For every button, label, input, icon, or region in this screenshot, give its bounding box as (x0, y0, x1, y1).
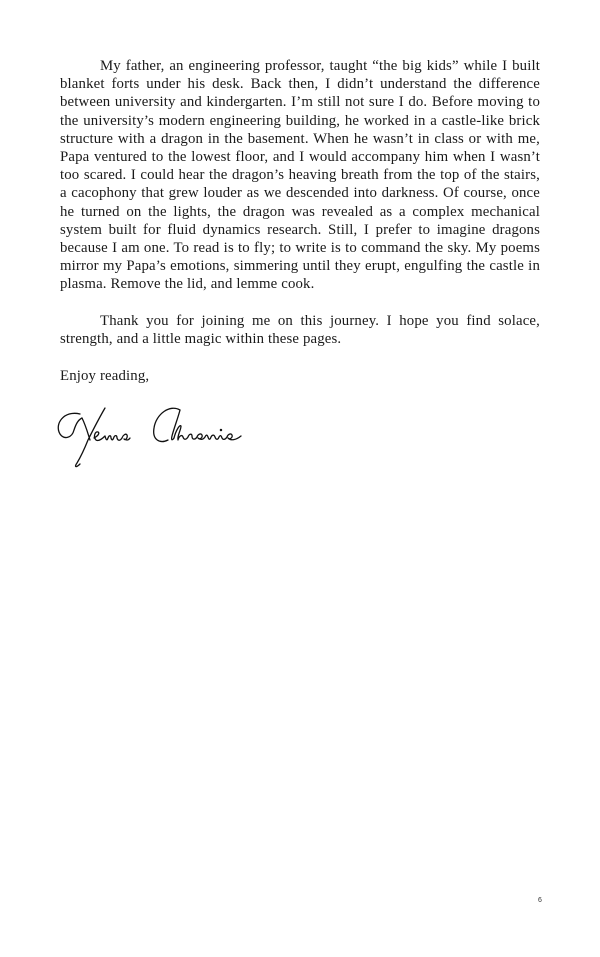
closing-line: Enjoy reading, (60, 368, 150, 385)
handwritten-signature (50, 400, 280, 480)
body-paragraph-2: Thank you for joining me on this journey. I hope you find solace, strength, and a little magic within these pages. (60, 312, 540, 347)
signature-image (50, 400, 280, 480)
body-paragraph-1: My father, an engineering professor, taught “the big kids” while I built blanket forts under his desk. Back then, I didn’t understand the difference between university and kindergarten. I’m still not sure I do. Before moving to the university’s modern engineering building, he worked in a castle-like brick structure with a dragon in the basement. When he wasn’t in class or with me, Papa ventured to the lowest floor, and I would accompany him when I wasn’t too scared. I could hear the dragon’s heaving breath from the top of the stairs, a cacophony that grew louder as we descended into darkness. Of course, once he turned on the lights, the dragon was revealed as a complex mechanical system built for fluid dynamics research. Still, I prefer to imagine dragons because I am one. To read is to fly; to write is to command the sky. My poems mirror my Papa’s emotions, simmering until they erupt, engulfing the castle in plasma. Remove the lid, and lemme cook. (60, 58, 540, 293)
letter-body (60, 57, 540, 385)
page-number: 6 (538, 897, 542, 904)
